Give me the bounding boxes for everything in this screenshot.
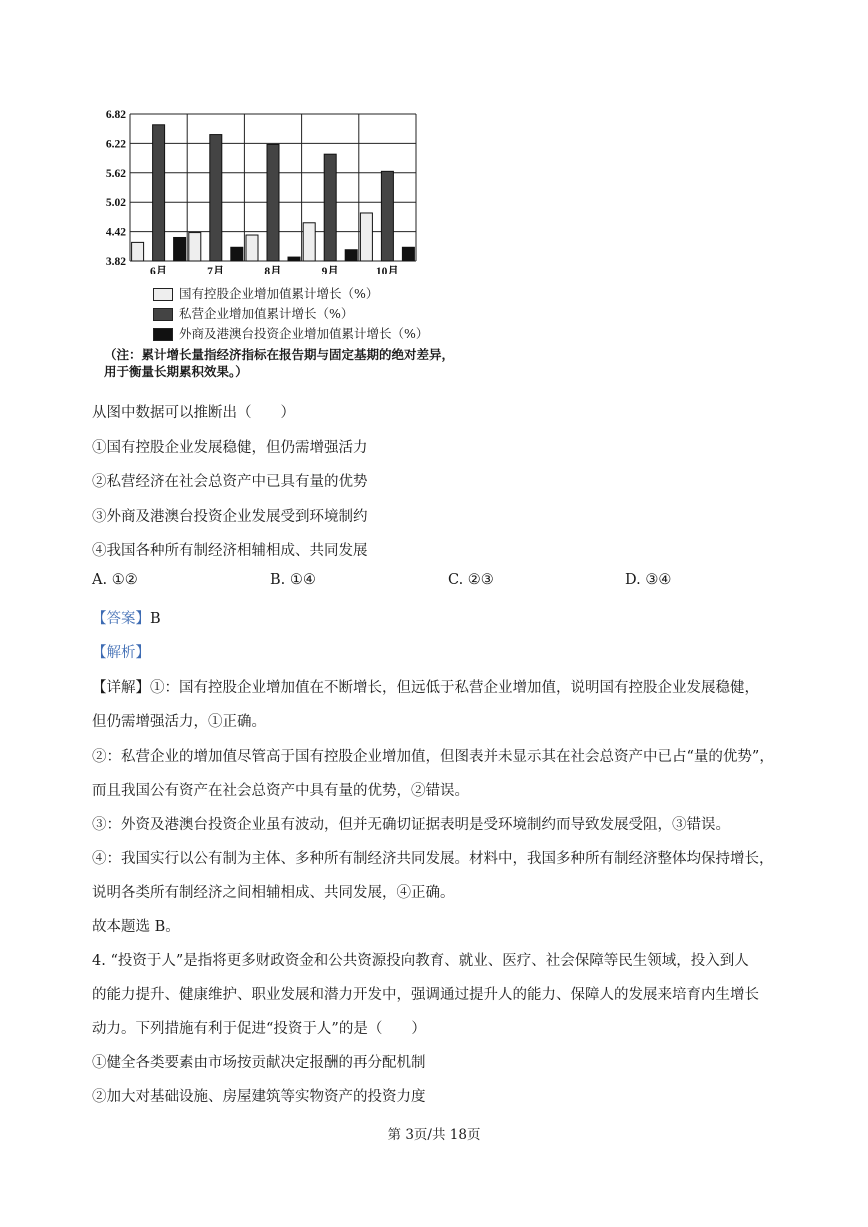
analysis-heading: [92, 641, 150, 662]
detail-tag: 【详解】: [92, 680, 150, 696]
bar-1-3: [324, 154, 336, 261]
y-tick-label: 6.82: [105, 109, 126, 121]
option-b: B. ①④: [270, 572, 316, 588]
q4-line-3: 动力。下列措施有利于促进“投资于人”的是（ ）: [92, 1021, 426, 1037]
bar-2-3: [345, 250, 357, 261]
bar-1-0: [153, 125, 165, 261]
legend-item-state: [153, 284, 428, 304]
detail-line-8: 故本题选 B。: [92, 919, 180, 935]
answer-line: [92, 607, 161, 628]
statement-4: ④我国各种所有制经济相辅相成、共同发展: [92, 543, 368, 559]
q4-line-2: 的能力提升、健康维护、职业发展和潜力开发中，强调通过提升人的能力、保障人的发展来培育内生增长: [92, 987, 759, 1003]
bar-2-1: [231, 247, 243, 261]
detail-line-2: 但仍需增强活力，①正确。: [92, 714, 266, 730]
bar-2-4: [402, 247, 414, 261]
legend-item-foreign: [153, 324, 428, 344]
statement-2: ②私营经济在社会总资产中已具有量的优势: [92, 474, 368, 490]
legend-swatch-private: [153, 308, 173, 321]
bar-0-4: [360, 213, 372, 261]
detail-line-6: ④：我国实行以公有制为主体、多种所有制经济共同发展。材料中，我国多种所有制经济整体均保持增长，: [92, 851, 774, 867]
x-tick-label: 8月: [264, 266, 282, 274]
chart-note: （注：累计增长量指经济指标在报告期与固定基期的绝对差异，用于衡量长期累积效果。）: [104, 347, 455, 379]
y-tick-label: 4.42: [105, 226, 126, 239]
bar-chart: [100, 104, 430, 274]
option-a: A. ①②: [92, 572, 138, 588]
x-tick-label: 6月: [149, 266, 168, 274]
detail-text: ①：国有控股企业增加值在不断增长，但远低于私营企业增加值，说明国有控股企业发展稳健，: [150, 680, 759, 696]
statement-3: ③外商及港澳台投资企业发展受到环境制约: [92, 509, 368, 525]
legend-item-private: [153, 304, 428, 324]
detail-line-3: ②：私营企业的增加值尽管高于国有控股企业增加值，但图表并未显示其在社会总资产中已占“量的优势”，: [92, 749, 774, 765]
bar-2-0: [174, 237, 186, 261]
x-tick-label: 9月: [321, 266, 339, 274]
bar-2-2: [288, 257, 300, 261]
q4-line-1: 4. “投资于人”是指将更多财政资金和公共资源投向教育、就业、医疗、社会保障等民生领域，投入到人: [92, 953, 749, 969]
page-footer: 第 3页/共 18页: [387, 1127, 481, 1143]
option-c: C. ②③: [448, 572, 494, 588]
detail-line-4: 而且我国公有资产在社会总资产中具有量的优势，②错误。: [92, 783, 469, 799]
legend-label-foreign: 外商及港澳台投资企业增加值累计增长（%）: [179, 326, 429, 341]
bar-0-3: [303, 223, 315, 261]
y-tick-label: 3.82: [105, 256, 126, 268]
chart-legend: [153, 284, 428, 344]
statement-1: ①国有控股企业发展稳健，但仍需增强活力: [92, 440, 368, 456]
y-tick-label: 5.62: [105, 167, 126, 180]
legend-label-state: 国有控股企业增加值累计增长（%）: [179, 286, 379, 301]
y-tick-label: 5.02: [105, 197, 126, 210]
option-d: D. ③④: [625, 572, 672, 588]
analysis-tag: 【解析】: [92, 645, 150, 661]
bar-1-2: [267, 144, 279, 261]
detail-line-1: [92, 676, 759, 697]
q4-item-1: ①健全各类要素由市场按贡献决定报酬的再分配机制: [92, 1055, 426, 1071]
answer-tag: 【答案】: [92, 611, 150, 627]
bar-0-0: [132, 242, 144, 261]
detail-line-7: 说明各类所有制经济之间相辅相成、共同发展，④正确。: [92, 885, 455, 901]
bar-0-1: [189, 233, 201, 261]
bar-0-2: [246, 235, 258, 261]
bar-chart-svg: [100, 104, 430, 274]
y-tick-label: 6.22: [105, 138, 126, 151]
legend-label-private: 私营企业增加值累计增长（%）: [179, 306, 354, 321]
legend-swatch-foreign: [153, 328, 173, 341]
answer-value: B: [150, 611, 161, 627]
legend-swatch-state: [153, 288, 173, 301]
bar-1-1: [210, 135, 222, 261]
q4-item-2: ②加大对基础设施、房屋建筑等实物资产的投资力度: [92, 1089, 426, 1105]
question-stem: 从图中数据可以推断出（ ）: [92, 405, 295, 421]
bar-1-4: [381, 171, 393, 261]
detail-line-5: ③：外资及港澳台投资企业虽有波动，但并无确切证据表明是受环境制约而导致发展受阻，③错误。: [92, 817, 730, 833]
x-tick-label: 10月: [375, 266, 399, 274]
x-tick-label: 7月: [207, 266, 225, 274]
